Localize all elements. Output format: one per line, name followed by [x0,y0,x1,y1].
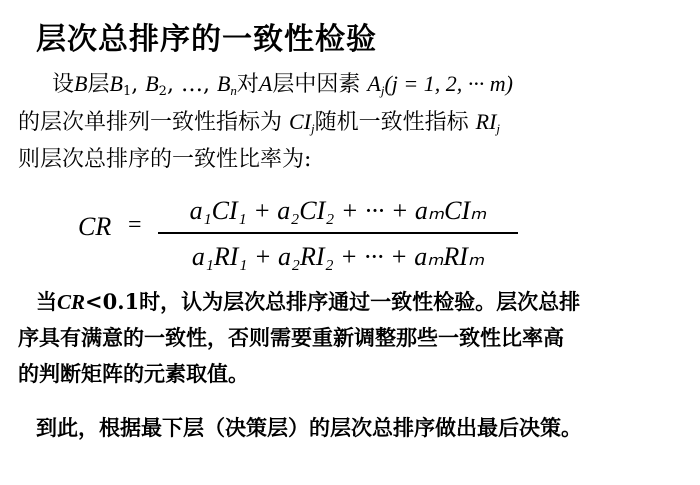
intro-line-2: 的层次单排列一致性指标为 $CI_j$随机一致性指标 $RI_j$ [18,109,501,136]
formula-numerator: a₁CI₁ + a₂CI₂ + ··· + aₘCIₘ [189,196,487,225]
page-title: 层次总排序的一致性检验 [36,22,377,57]
intro-line-1: 设B层$B_1$, $B_2$, …, $B_n$对A层中因素 $A_j(j = 1$, 2, ··· m) [52,71,513,99]
consistency-ratio-formula [78,192,518,280]
index-range: (j = 1, 2, ··· m) [384,71,513,96]
formula-fraction [158,192,518,276]
criterion-line-1: 当CR<0.1时，认为层次总排序通过一致性检验。层次总排 [36,289,581,314]
criterion-line-2: 序具有满意的一致性，否则需要重新调整那些一致性比率高 [18,325,564,350]
formula-lhs: CR [78,212,112,241]
formula-equals: = [128,212,142,238]
formula-denominator: a₁RI₁ + a₂RI₂ + ··· + aₘRIₘ [191,241,485,271]
criterion-line-3: 的判断矩阵的元素取值。 [18,361,249,386]
intro-line-3: 则层次总排序的一致性比率为: [18,147,312,172]
fraction-bar [158,232,518,234]
conclusion-line: 到此，根据最下层（决策层）的层次总排序做出最后决策。 [36,415,582,440]
